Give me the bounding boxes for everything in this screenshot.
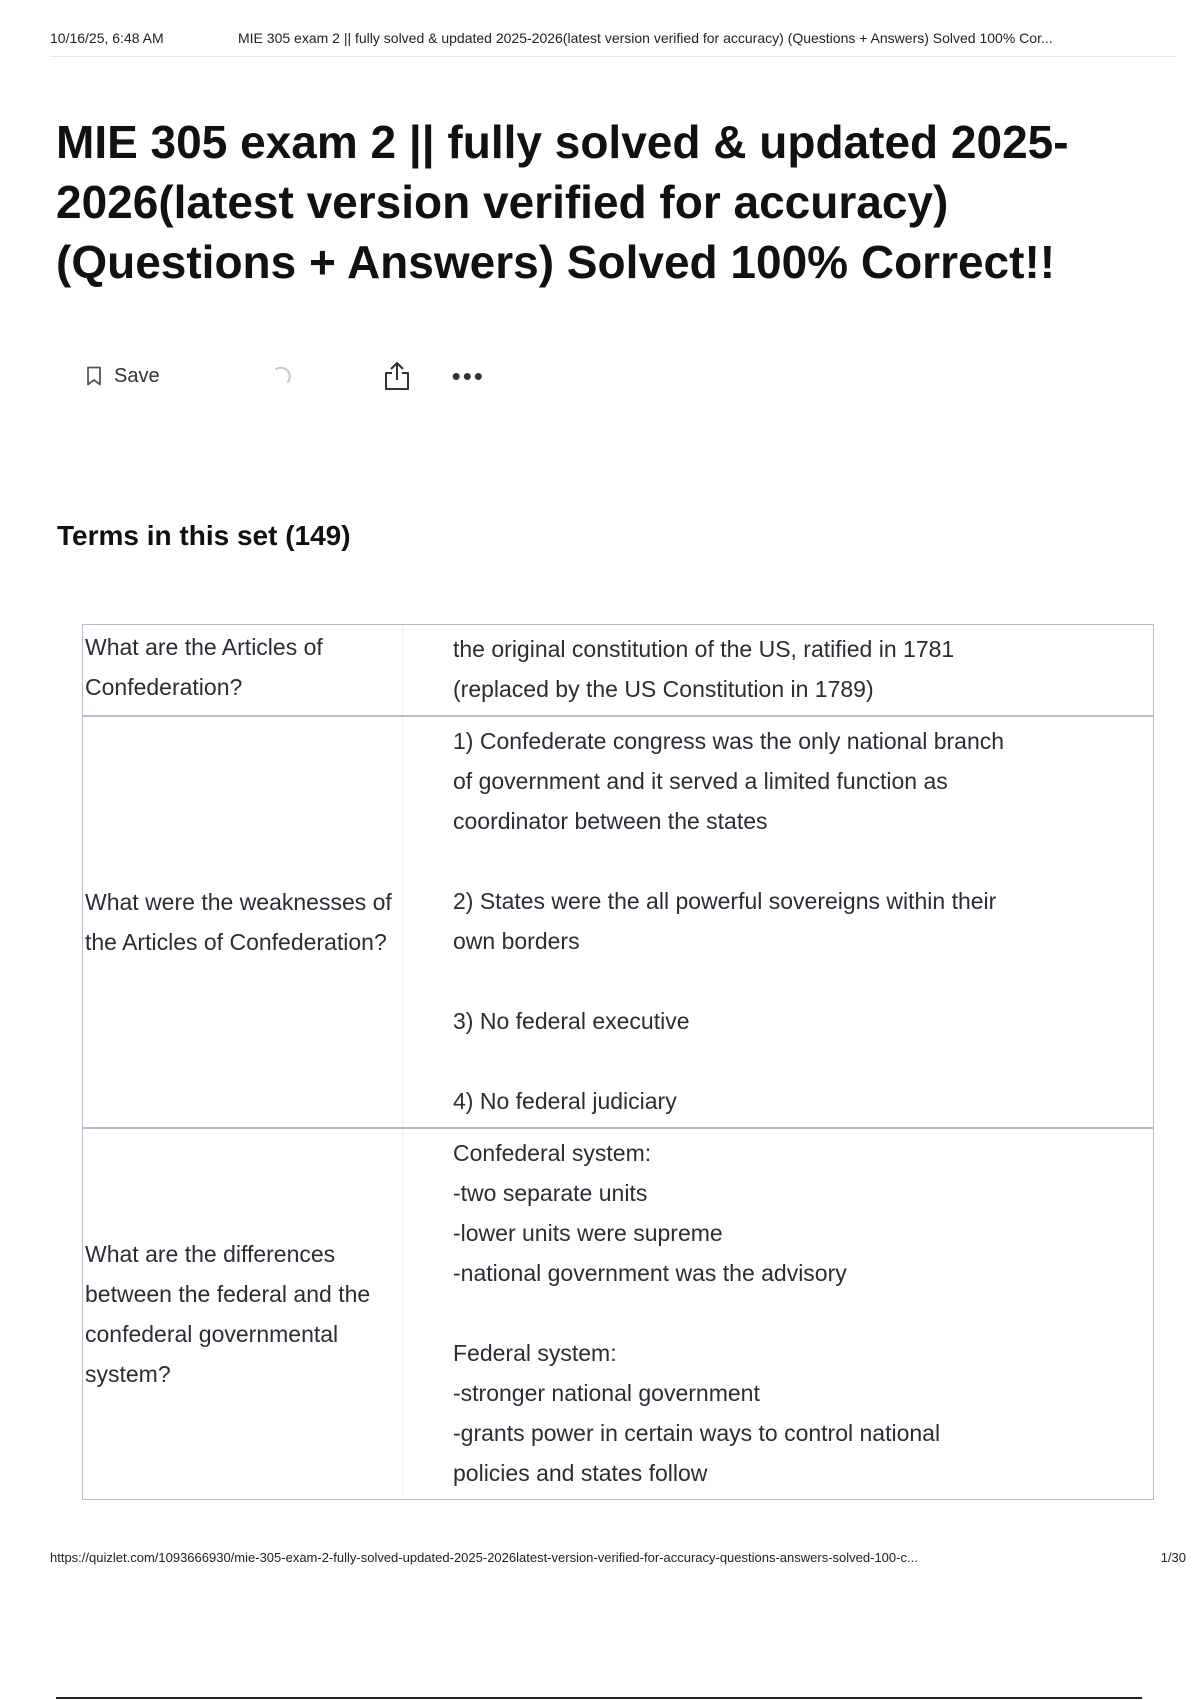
definition-line: Confederal system:: [453, 1140, 652, 1166]
definition-line: the original constitution of the US, ratified in 1781: [453, 636, 955, 662]
definition-line: (replaced by the US Constitution in 1789): [453, 676, 874, 702]
definition-cell: [403, 717, 1153, 1127]
save-label: Save: [114, 364, 160, 387]
definition-line: policies and states follow: [453, 1460, 708, 1486]
definition-line: [453, 1041, 1153, 1081]
terms-table: [82, 624, 1154, 1500]
save-button[interactable]: [86, 365, 160, 388]
definition-line: Federal system:: [453, 1340, 617, 1366]
definition-line: 4) No federal judiciary: [453, 1088, 677, 1114]
action-bar: [86, 360, 485, 392]
definition-line: own borders: [453, 928, 580, 954]
definition-line: [453, 1293, 1153, 1333]
terms-heading: Terms in this set (149): [57, 520, 351, 551]
page-bottom-divider: [56, 1697, 1142, 1699]
table-row: [83, 1129, 1153, 1499]
more-options-button[interactable]: •••: [451, 361, 485, 391]
print-footer: [50, 1550, 1186, 1565]
print-header: [50, 30, 1176, 57]
share-icon[interactable]: [382, 360, 412, 392]
term-cell: What were the weaknesses of the Articles of Confederation?: [83, 717, 403, 1127]
definition-line: coordinator between the states: [453, 808, 768, 834]
page-number: 1/30: [1160, 1550, 1186, 1565]
table-row: [83, 717, 1153, 1129]
definition-line: 1) Confederate congress was the only national branch: [453, 728, 1005, 754]
definition-cell: [403, 1129, 1153, 1499]
page-url: https://quizlet.com/1093666930/mie-305-exam-2-fully-solved-updated-2025-2026latest-version-verified-for-accuracy-questions-answers-solved-100-c...: [50, 1550, 918, 1565]
definition-line: 3) No federal executive: [453, 1008, 690, 1034]
definition-line: -grants power in certain ways to control national: [453, 1420, 941, 1446]
definition-line: -two separate units: [453, 1180, 648, 1206]
term-cell: What are the differences between the federal and the confederal governmental system?: [83, 1129, 403, 1499]
term-cell: What are the Articles of Confederation?: [83, 625, 403, 715]
table-row: [83, 625, 1153, 717]
page-title: MIE 305 exam 2 || fully solved & updated 2025-2026(latest version verified for accuracy) (Questions + Answers) Solved 100% Correct!!: [56, 116, 1069, 288]
definition-line: -stronger national government: [453, 1380, 760, 1406]
definition-line: -national government was the advisory: [453, 1260, 847, 1286]
definition-line: of government and it served a limited function as: [453, 768, 948, 794]
definition-line: 2) States were the all powerful sovereigns within their: [453, 888, 997, 914]
definition-cell: [403, 625, 1153, 715]
definition-line: -lower units were supreme: [453, 1220, 723, 1246]
definition-line: [453, 841, 1153, 881]
definition-line: [453, 961, 1153, 1001]
bookmark-icon: [86, 366, 102, 386]
loading-spinner-icon: [270, 364, 294, 388]
print-doc-title: MIE 305 exam 2 || fully solved & updated 2025-2026(latest version verified for accuracy) (Questions + Answers) Solved 100% Cor...: [238, 30, 1053, 46]
print-date: 10/16/25, 6:48 AM: [50, 30, 164, 46]
